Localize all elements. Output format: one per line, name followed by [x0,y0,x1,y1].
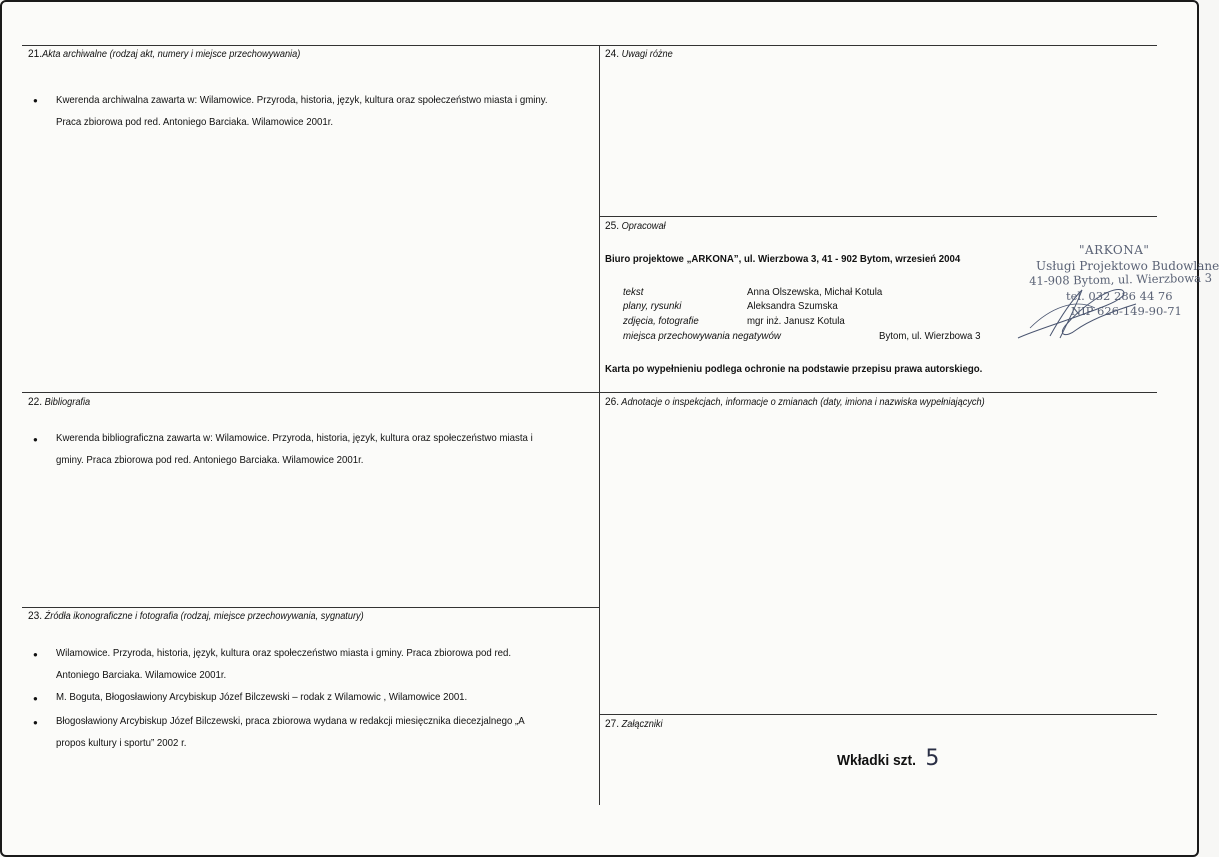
rule-above-22-26 [22,392,1157,393]
inserts-count: 5 [925,746,940,771]
stamp-line-4: NIP 626-149-90-71 [1071,304,1182,318]
rule-above-25 [599,216,1157,217]
rule-above-27 [599,714,1157,715]
section-25-title: Opracował [621,221,666,232]
section-23-item: Wilamowice. Przyroda, historia, język, kultura oraz społeczeństwo miasta i gminy. Praca zbiorowa pod red. Antoniego Barciaka. Wilamowice 2001r. [56,647,512,681]
bullet-icon: ● [33,718,38,727]
section-22-title: Bibliografia [44,397,91,408]
stamp-line-1: Usługi Projektowo Budowlane [1036,259,1219,273]
section-21-title: Akta archiwalne (rodzaj akt, numery i miejsce przechowywania) [42,49,301,60]
signature-scribble [1010,278,1170,348]
inserts-label: Wkładki szt. [837,752,916,769]
credit-value: mgr inż. Janusz Kotula [747,315,845,327]
bureau-line: Biuro projektowe „ARKONA”, ul. Wierzbowa 3, 41 - 902 Bytom, wrzesień 2004 [605,253,961,265]
credit-role: tekst [623,286,644,298]
section-23-title: Źródła ikonograficzne i fotografia (rodzaj, miejsce przechowywania, sygnatury) [44,611,364,622]
section-23-number: 23. [28,610,43,622]
credit-role: zdjęcia, fotografie [623,315,699,327]
copyright-note: Karta po wypełnieniu podlega ochronie na podstawie przepisu prawa autorskiego. [605,363,983,375]
section-26-number: 26. [605,396,620,408]
credit-value: Anna Olszewska, Michał Kotula [747,286,883,298]
section-25-number: 25. [605,220,620,232]
section-26-heading [605,396,985,408]
section-26-title: Adnotacje o inspekcjach, informacje o zmianach (daty, imiona i nazwiska wypełniających) [621,397,985,408]
section-21-item: Kwerenda archiwalna zawarta w: Wilamowice. Przyroda, historia, język, kultura oraz społeczeństwo miasta i gminy. Praca zbiorowa pod red. Antoniego Barciaka. Wilamowice 2001r. [56,94,548,128]
bullet-icon: ● [33,96,38,105]
credit-role: plany, rysunki [623,300,682,312]
section-24-title: Uwagi różne [621,49,673,60]
section-27-number: 27. [605,718,620,730]
section-27-heading [605,718,663,730]
section-21-number: 21. [28,48,43,60]
credit-value: Aleksandra Szumska [747,300,838,312]
section-22-heading [28,396,90,408]
credit-role: miejsca przechowywania negatywów [623,330,781,342]
top-rule [22,45,1157,46]
inserts-line [837,746,939,771]
bullet-icon: ● [33,650,38,659]
section-22-item: Kwerenda bibliograficzna zawarta w: Wilamowice. Przyroda, historia, język, kultura oraz społeczeństwo miasta i gminy. Praca zbiorowa pod red. Antoniego Barciaka. Wilamowice 2001r. [56,432,533,466]
credit-value: Bytom, ul. Wierzbowa 3 [879,330,981,342]
section-27-title: Załączniki [621,719,663,730]
stamp-line-3: tel. 032 286 44 76 [1066,289,1173,303]
section-25-heading [605,220,666,232]
section-23-heading [28,610,364,622]
stamp-line-2: 41-908 Bytom, ul. Wierzbowa 3 [1029,270,1213,288]
bullet-icon: ● [33,694,38,703]
section-23-item: M. Boguta, Błogosławiony Arcybiskup Józef Bilczewski – rodak z Wilamowic , Wilamowice 2001. [56,691,468,703]
rule-above-23 [22,607,600,608]
stamp-name: "ARKONA" [1079,243,1150,257]
section-24-heading [605,48,673,60]
section-22-number: 22. [28,396,43,408]
section-23-item: Błogosławiony Arcybiskup Józef Bilczewski, praca zbiorowa wydana w redakcji miesięcznika diecezjalnego „A propos kultury i sportu” 2002 r. [56,715,525,749]
bullet-icon: ● [33,435,38,444]
section-24-number: 24. [605,48,620,60]
section-21-heading [28,48,300,60]
